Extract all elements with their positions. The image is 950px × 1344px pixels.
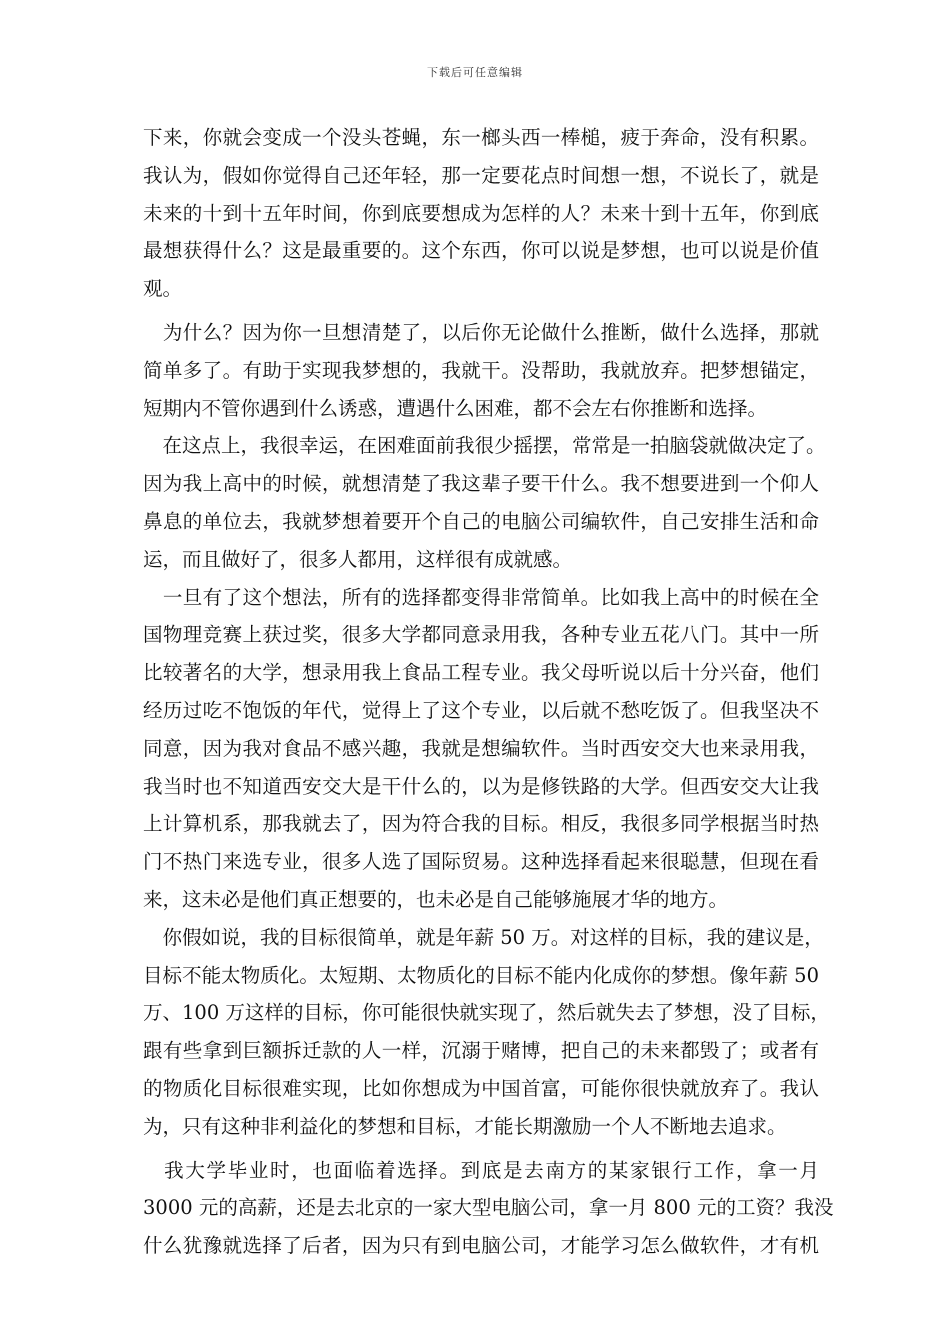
text-line: 为什么？因为你一旦想清楚了，以后你无论做什么推断，做什么选择，那就: [143, 320, 819, 344]
text-line: 短期内不管你遇到什么诱惑，遭遇什么困难，都不会左右你推断和选择。: [143, 396, 768, 420]
text-line: 比较著名的大学，想录用我上食品工程专业。我父母听说以后十分兴奋，他们: [143, 661, 819, 685]
text-line: 观。: [143, 277, 183, 301]
text-line: 因为我上高中的时候，就想清楚了我这辈子要干什么。我不想要进到一个仰人: [143, 472, 819, 496]
text-line: 3000 元的高薪，还是去北京的一家大型电脑公司，拿一月 800 元的工资？我没: [143, 1196, 834, 1220]
text-line: 简单多了。有助于实现我梦想的，我就干。没帮助，我就放弃。把梦想锚定，: [143, 358, 819, 382]
text-line: 什么犹豫就选择了后者，因为只有到电脑公司，才能学习怎么做软件，才有机: [143, 1234, 819, 1258]
text-line: 运，而且做好了，很多人都用，这样很有成就感。: [143, 547, 573, 571]
text-line: 的物质化目标很难实现，比如你想成为中国首富，可能你很快就放弃了。我认: [143, 1076, 819, 1100]
text-line: 鼻息的单位去，我就梦想着要开个自己的电脑公司编软件，自己安排生活和命: [143, 509, 819, 533]
text-line: 最想获得什么？这是最重要的。这个东西，你可以说是梦想，也可以说是价值: [143, 239, 819, 263]
text-line: 目标不能太物质化。太短期、太物质化的目标不能内化成你的梦想。像年薪 50: [143, 963, 819, 987]
text-line: 未来的十到十五年时间，你到底要想成为怎样的人？未来十到十五年，你到底: [143, 201, 819, 225]
text-line: 我大学毕业时，也面临着选择。到底是去南方的某家银行工作，拿一月: [143, 1158, 819, 1182]
document-body: [143, 119, 834, 1265]
text-line: 为，只有这种非利益化的梦想和目标，才能长期激励一个人不断地去追求。: [143, 1114, 787, 1138]
text-line: 国物理竞赛上获过奖，很多大学都同意录用我，各种专业五花八门。其中一所: [143, 623, 819, 647]
text-line: 经历过吃不饱饭的年代，觉得上了这个专业，以后就不愁吃饭了。但我坚决不: [143, 698, 819, 722]
text-line: 我当时也不知道西安交大是干什么的，以为是修铁路的大学。但西安交大让我: [143, 774, 819, 798]
text-line: 门不热门来选专业，很多人选了国际贸易。这种选择看起来很聪慧，但现在看: [143, 850, 819, 874]
text-line: 来，这未必是他们真正想要的，也未必是自己能够施展才华的地方。: [143, 887, 729, 911]
text-line: 跟有些拿到巨额拆迁款的人一样，沉溺于赌博，把自己的未来都毁了；或者有: [143, 1039, 819, 1063]
text-line: 在这点上，我很幸运，在困难面前我很少摇摆，常常是一拍脑袋就做决定了。: [143, 434, 826, 458]
text-line: 同意，因为我对食品不感兴趣，我就是想编软件。当时西安交大也来录用我，: [143, 736, 819, 760]
text-line: 上计算机系，那我就去了，因为符合我的目标。相反，我很多同学根据当时热: [143, 812, 819, 836]
text-line: 你假如说，我的目标很简单，就是年薪 50 万。对这样的目标，我的建议是，: [143, 925, 824, 949]
page-header: 下载后可任意编辑: [427, 66, 523, 79]
text-line: 下来，你就会变成一个没头苍蝇，东一榔头西一棒槌，疲于奔命，没有积累。: [143, 126, 819, 149]
text-line: 我认为，假如你觉得自己还年轻，那一定要花点时间想一想，不说长了，就是: [143, 163, 819, 187]
text-line: 一旦有了这个想法，所有的选择都变得非常简单。比如我上高中的时候在全: [143, 585, 819, 609]
text-line: 万、100 万这样的目标，你可能很快就实现了，然后就失去了梦想，没了目标，: [143, 1001, 830, 1025]
